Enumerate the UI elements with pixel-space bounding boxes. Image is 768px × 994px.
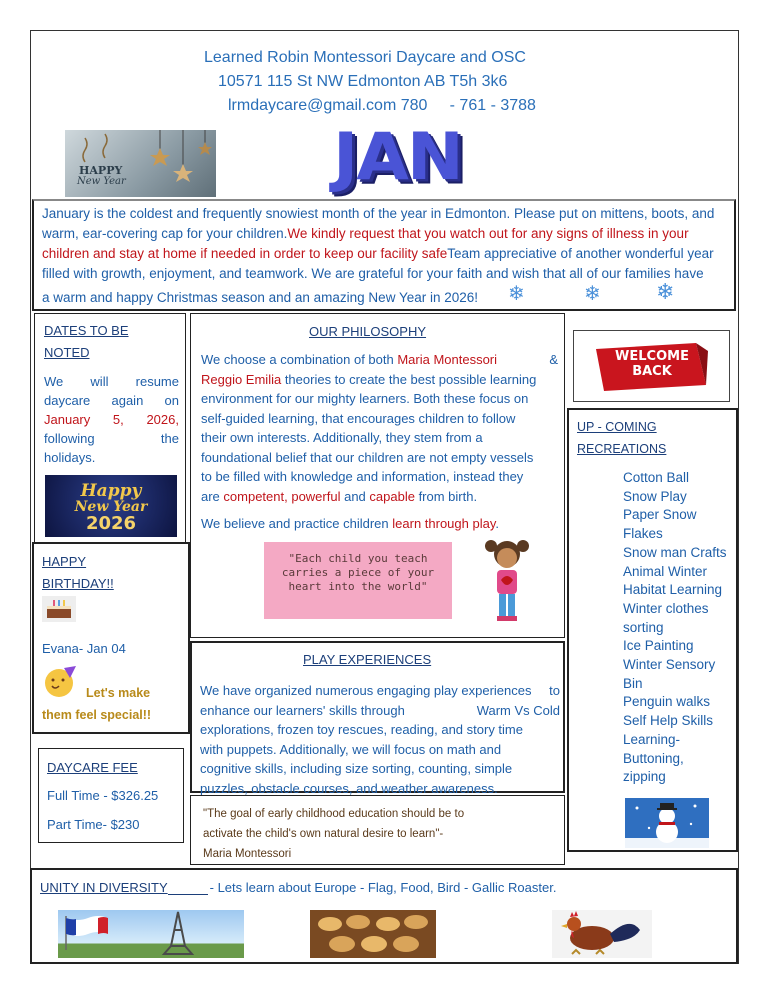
dates-word: will bbox=[90, 374, 109, 389]
gallic-rooster-image bbox=[552, 910, 652, 958]
play-box bbox=[190, 641, 565, 796]
recreation-item-text: Winter Sensory bbox=[623, 657, 716, 673]
recreations-box bbox=[567, 408, 738, 852]
dates-text bbox=[44, 372, 179, 467]
play-line: cognitive skills, including size sorting, counting, simple bbox=[200, 761, 513, 776]
quote-card-text: "Each child you teach carries a piece of your heart into the world" bbox=[281, 552, 435, 593]
philosophy-heading: OUR PHILOSOPHY bbox=[309, 324, 427, 339]
dates-word: on bbox=[164, 393, 179, 408]
image-2026-text: 2026 bbox=[85, 513, 137, 534]
eiffel-flag-icon bbox=[58, 910, 244, 958]
birthday-entry: Evana- Jan 04 bbox=[42, 641, 126, 656]
play-line: We have organized numerous engaging bbox=[200, 683, 434, 698]
daycare-name: Learned Robin Montessori Daycare and OSC bbox=[204, 49, 526, 66]
recreation-item-text: Snow Play bbox=[623, 488, 687, 504]
phil-text: self-guided learning, that encourages children to follow bbox=[201, 410, 516, 426]
phil-text: to be filled with knowledge and information, instead they bbox=[201, 469, 524, 484]
dates-word: following bbox=[44, 431, 95, 446]
pastries-image bbox=[310, 910, 436, 958]
recreation-item-text: Winter clothes bbox=[623, 600, 709, 616]
reggio-emilia: Reggio Emilia bbox=[201, 371, 282, 387]
fee-part-time: Part Time- $230 bbox=[47, 817, 140, 832]
philosophy-box bbox=[190, 313, 565, 638]
recreation-item bbox=[599, 506, 739, 543]
image-happy-text: Happy bbox=[80, 481, 142, 501]
intro-care-advice: warm, ear-covering cap for your children. bbox=[42, 226, 288, 241]
play-line: puzzles, obstacle courses, and weather awareness. bbox=[200, 780, 498, 796]
intro-team-thanks: Team appreciative of another wonderful year bbox=[447, 246, 714, 261]
recreation-item bbox=[599, 637, 739, 656]
pastries-icon bbox=[310, 910, 436, 958]
recreation-item-text: Learning- bbox=[623, 731, 681, 747]
play-line: with puppets. Additionally, we will focus on math and bbox=[200, 741, 502, 757]
phil-highlight: capable bbox=[369, 488, 415, 504]
phil-text: We believe and practice children bbox=[201, 516, 393, 531]
phil-text: theories to create the best possible learning bbox=[281, 371, 537, 387]
phil-text: are bbox=[201, 488, 224, 504]
recreation-item bbox=[599, 469, 739, 506]
welcome-back-box bbox=[573, 330, 730, 402]
recreations-list bbox=[599, 469, 739, 787]
recreation-item bbox=[599, 600, 739, 637]
snowflake-icon: ❄ bbox=[508, 283, 525, 305]
dates-word: holidays. bbox=[44, 450, 96, 465]
intro-wishes-b: s season and an amazing New Year in 2026! bbox=[210, 290, 479, 305]
resume-date: 5, bbox=[112, 412, 124, 427]
fee-box bbox=[38, 748, 184, 843]
dates-word: the bbox=[160, 431, 179, 446]
welcome-line: WELCOME bbox=[615, 349, 689, 364]
intro-illness-request-end: children and stay at home if needed in order to keep our facility safe bbox=[42, 246, 448, 261]
dates-heading-2: NOTED bbox=[44, 345, 90, 360]
unity-topic: - Lets learn about Europe - Flag, Food, Bird - Gallic Roaster. bbox=[209, 880, 557, 895]
recreation-item-text: Bin bbox=[623, 675, 643, 691]
recreation-item-text: Ice Painting bbox=[623, 638, 694, 654]
birthday-message-1: Let's make bbox=[86, 686, 151, 700]
play-text bbox=[200, 681, 560, 798]
intro-illness-request: We kindly request that you watch out for any signs of illness in your bbox=[287, 226, 689, 241]
phil-text: We choose a combination of both bbox=[201, 352, 398, 367]
phil-text: and bbox=[340, 488, 370, 504]
happy-new-year-2026-image bbox=[45, 475, 177, 537]
image-new-year-text: New Year bbox=[74, 499, 148, 515]
quote-line: "The goal of early childhood education should be to bbox=[203, 808, 465, 820]
new-year-banner-image bbox=[65, 130, 216, 197]
montessori-quote-box bbox=[190, 795, 565, 865]
recreation-item-text: sorting bbox=[623, 619, 664, 635]
snowflake-icon: ❄ bbox=[584, 283, 601, 305]
new-year-image-text-1: HAPPY bbox=[79, 164, 123, 177]
intro-wishes-a: a warm and happy Christma bbox=[42, 290, 211, 305]
recreation-item-text: Cotton Ball bbox=[623, 470, 690, 485]
intro-line-3 bbox=[42, 244, 714, 264]
phil-text: & bbox=[549, 352, 558, 367]
dates-word: again bbox=[111, 393, 144, 408]
welcome-back-text bbox=[596, 349, 708, 379]
phil-text: foundational belief that our children are not empty vessels bbox=[201, 449, 534, 465]
recreations-heading-1: UP - COMING bbox=[577, 420, 657, 434]
recreation-item-text: Habitat Learning bbox=[623, 582, 723, 598]
play-line: Warm Vs Cold bbox=[476, 702, 560, 718]
recreation-item bbox=[599, 712, 739, 787]
play-line: play experiences bbox=[433, 683, 532, 698]
dates-heading-1: DATES TO BE bbox=[44, 323, 129, 338]
month-title: JAN bbox=[333, 120, 462, 196]
quote-author: Maria Montessori bbox=[203, 848, 292, 860]
phil-text: from birth. bbox=[414, 488, 478, 504]
intro-line-2 bbox=[42, 224, 689, 244]
unity-text bbox=[40, 880, 556, 895]
intro-line-1: January is the coldest and frequently snowiest month of the year in Edmonton. Please put on mittens, boots, and bbox=[42, 206, 715, 221]
birthday-heading-2: BIRTHDAY!! bbox=[42, 576, 114, 591]
birthday-box bbox=[32, 542, 190, 734]
party-face-icon bbox=[42, 666, 78, 698]
recreation-item bbox=[599, 693, 739, 712]
recreation-item-text: zipping bbox=[623, 769, 666, 785]
daycare-contact[interactable]: lrmdaycare@gmail.com 780 - 761 - 3788 bbox=[228, 97, 536, 114]
recreation-item-text: Snow man Crafts bbox=[623, 544, 727, 560]
recreation-item-text: Animal Winter bbox=[623, 563, 708, 579]
play-line: to bbox=[549, 683, 560, 698]
recreation-item bbox=[599, 563, 739, 600]
birthday-heading-1: HAPPY bbox=[42, 554, 87, 569]
recreation-item-text: Flakes bbox=[623, 526, 663, 542]
snowman-icon bbox=[625, 798, 709, 848]
birthday-cake-icon bbox=[42, 596, 76, 622]
unity-heading: UNITY IN DIVERSITY bbox=[40, 880, 168, 895]
maria-montessori: Maria Montessori bbox=[397, 352, 498, 367]
phil-highlight: competent, powerful bbox=[223, 488, 341, 504]
fee-full-time: Full Time - $326.25 bbox=[47, 788, 159, 803]
recreation-item-text: Buttoning, bbox=[623, 750, 684, 766]
recreation-item-text: Penguin walks bbox=[623, 694, 711, 710]
quote-line: activate the child's own natural desire to learn"- bbox=[203, 828, 444, 840]
fee-heading: DAYCARE FEE bbox=[47, 760, 138, 775]
dates-word: resume bbox=[135, 374, 179, 389]
phil-text: . bbox=[495, 516, 499, 531]
snowflake-icon: ❄ bbox=[656, 279, 675, 304]
learn-through-play: learn through play bbox=[392, 516, 496, 531]
rooster-icon bbox=[552, 910, 652, 958]
play-line: enhance our learners' skills through bbox=[200, 702, 405, 718]
new-year-image-text-2: New Year bbox=[77, 176, 126, 187]
recreation-item bbox=[599, 656, 739, 693]
montessori-quote bbox=[203, 804, 464, 864]
phil-text: their own interests. Additionally, they stem from a bbox=[201, 430, 483, 445]
intro-line-5 bbox=[42, 288, 478, 308]
quote-card-image bbox=[264, 542, 452, 619]
daycare-address: 10571 115 St NW Edmonton AB T5h 3k6 bbox=[218, 73, 508, 90]
intro-line-4: filled with growth, enjoyment, and teamwork. We are grateful for your faith and wish that all of our families have bbox=[42, 266, 704, 281]
philosophy-text bbox=[201, 350, 558, 534]
birthday-message-2: them feel special!! bbox=[42, 708, 152, 722]
recreations-heading-2: RECREATIONS bbox=[577, 442, 667, 456]
recreation-item-text: Paper Snow bbox=[623, 507, 697, 523]
resume-date: 2026, bbox=[146, 412, 179, 427]
welcome-line: BACK bbox=[632, 364, 672, 379]
dates-word: We bbox=[44, 374, 64, 389]
recreation-item-text: Self Help Skills bbox=[623, 713, 714, 729]
unity-box bbox=[30, 868, 738, 964]
recreation-item bbox=[599, 544, 739, 563]
play-heading: PLAY EXPERIENCES bbox=[303, 652, 432, 667]
france-flag-eiffel-image bbox=[58, 910, 244, 958]
intro-box bbox=[32, 199, 736, 311]
resume-date: January bbox=[44, 412, 91, 427]
girl-with-heart-icon bbox=[483, 536, 543, 624]
play-line: explorations, frozen toy rescues, reading, and story time bbox=[200, 722, 523, 737]
phil-text: environment for our mighty learners. Both these focus on bbox=[201, 391, 529, 406]
dates-word: daycare bbox=[44, 393, 91, 408]
dates-box bbox=[34, 313, 186, 543]
